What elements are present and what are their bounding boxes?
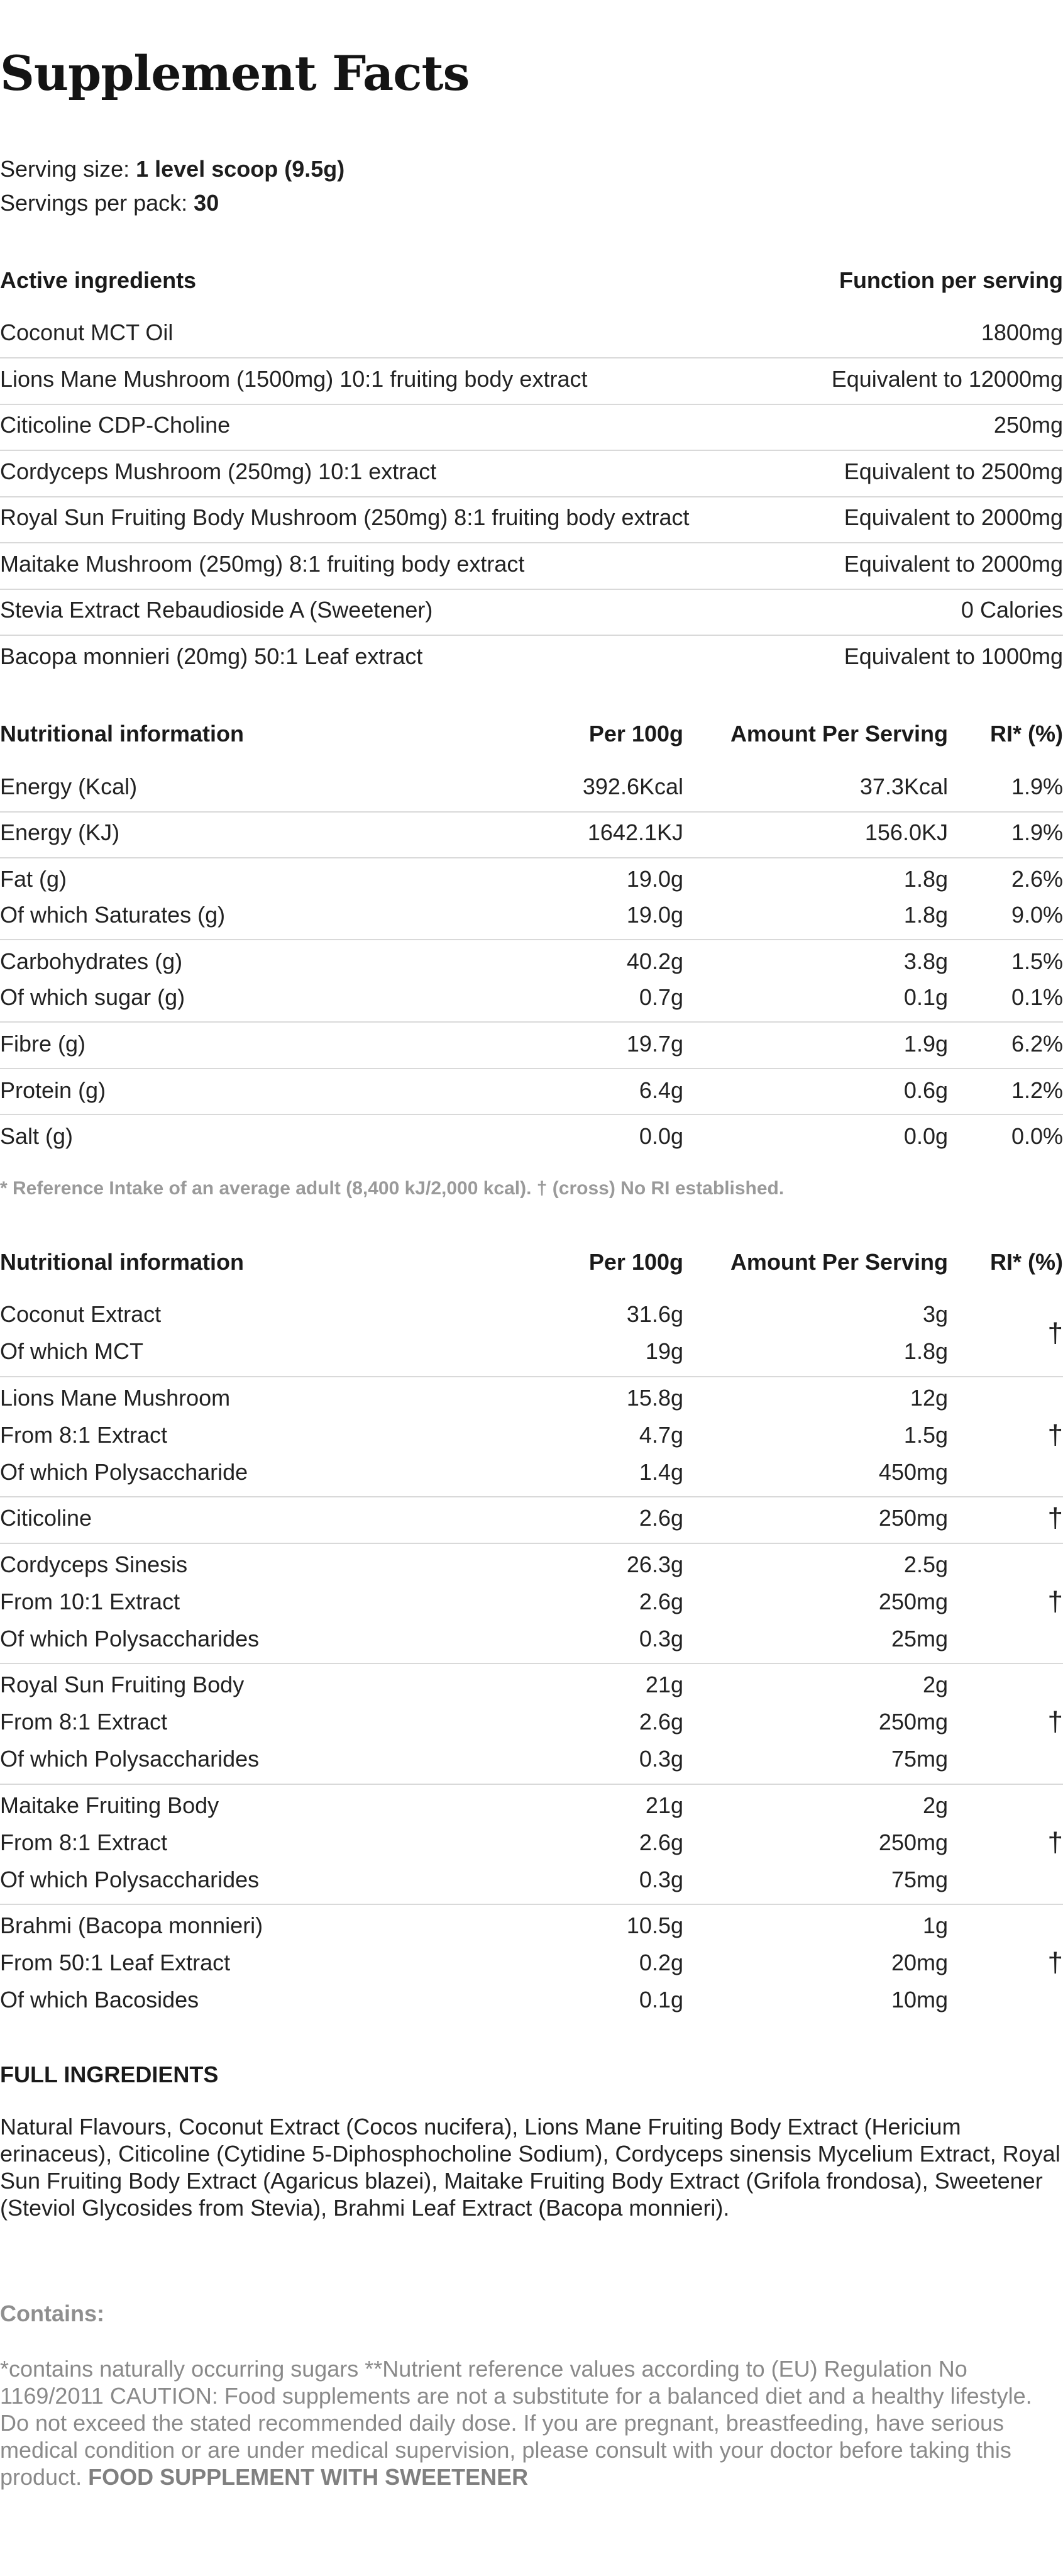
extract-per-100g: 26.3g [626,1551,683,1577]
nutrient-name: Protein (g) [0,1077,106,1103]
nutrient-ri: 2.6% [1011,866,1063,892]
contains-label: Contains: [0,2301,104,2326]
extract-per-serving: 250mg [878,1709,948,1735]
nutrient-per-serving: 1.8g [903,866,948,892]
extract-per-serving: 75mg [891,1746,948,1772]
extract-name: Of which Polysaccharides [0,1866,260,1892]
nutrient-per-serving: 1.8g [903,902,948,928]
extract-per-100g: 2.6g [639,1588,683,1614]
extract-per-serving: 2g [922,1792,948,1818]
extract-per-serving: 1g [922,1913,948,1938]
nutrient-name: Energy (Kcal) [0,774,138,799]
food-supplement-label: FOOD SUPPLEMENT WITH SWEETENER [88,2464,529,2490]
row-divider [0,1114,1063,1115]
group-divider [0,1376,1063,1377]
extract-per-serving: 2.5g [903,1551,948,1577]
extract-per-serving: 2g [922,1672,948,1697]
nutrient-name: Of which sugar (g) [0,984,185,1010]
nutrient-ri: 0.1% [1011,984,1063,1010]
active-ingredient-value: 250mg [993,412,1063,438]
extract-per-100g: 1.4g [639,1458,683,1485]
full-ingredients-title: FULL INGREDIENTS [0,2062,219,2087]
extract-name: From 8:1 Extract [0,1709,168,1735]
extract-per-serving: 450mg [878,1458,948,1485]
extract-per-serving: 3g [922,1301,948,1327]
extract-per-100g: 0.1g [639,1987,683,2012]
nutrient-name: Energy (KJ) [0,819,120,845]
extract-name: Cordyceps Sinesis [0,1551,188,1577]
extract-per-100g: 2.6g [639,1709,683,1735]
extract-name: Of which Polysaccharides [0,1625,260,1652]
extract-name: Citicoline [0,1505,92,1531]
ri-footnote: * Reference Intake of an average adult (8,400 kJ/2,000 kcal). † (cross) No RI established. [0,1178,785,1199]
group-divider [0,1784,1063,1785]
extract-per-serving: 10mg [891,1987,948,2012]
nutrient-name: Of which Saturates (g) [0,902,226,928]
nutrient-name: Fat (g) [0,866,67,892]
nutrient-per-serving: 0.0g [903,1123,948,1149]
group-divider [0,1543,1063,1544]
serving-size [0,156,344,182]
extract-per-100g: 0.3g [639,1866,683,1892]
nutrient-per-serving: 37.3Kcal [859,774,948,799]
active-ingredient-name: Stevia Extract Rebaudioside A (Sweetener) [0,597,433,623]
extract-name: From 8:1 Extract [0,1421,168,1448]
nutrient-ri: 0.0% [1011,1123,1063,1149]
extract-name: From 50:1 Leaf Extract [0,1950,231,1975]
footer-text: *contains naturally occurring sugars **Nutrient reference values according to (EU) Regulation No 1169/2011 CAUTION: Food supplements are not a substitute for a balanced diet and a healthy lifestyle. Do not exceed the stated recommended daily dose. If you are pregnant, breastfeeding, have serious medical condition or are under medical supervision, please consult with your doctor before taking this product. [0,2356,1032,2490]
footer-notes [0,2355,1063,2490]
servings-per-pack [0,190,219,216]
nutrient-per-serving: 0.1g [903,984,948,1010]
row-divider [0,404,1063,405]
nutri1-header-name: Nutritional information [0,721,244,747]
extract-per-100g: 0.3g [639,1746,683,1772]
row-divider [0,1068,1063,1069]
active-ingredient-value: Equivalent to 2000mg [844,550,1063,577]
nutrient-name: Salt (g) [0,1123,74,1149]
row-divider [0,811,1063,813]
nutrient-per-100g: 0.7g [639,984,683,1010]
nutrient-per-serving: 1.9g [903,1031,948,1057]
nutri2-header-serving: Amount Per Serving [730,1249,948,1275]
row-divider [0,635,1063,636]
nutri1-header-per100: Per 100g [588,721,683,747]
no-ri-dagger: † [1047,1317,1063,1348]
no-ri-dagger: † [1047,1706,1063,1737]
extract-per-serving: 25mg [891,1625,948,1652]
active-ingredient-value: Equivalent to 1000mg [844,643,1063,669]
extract-per-100g: 4.7g [639,1421,683,1448]
nutrient-per-100g: 19.0g [626,866,683,892]
nutrient-ri: 6.2% [1011,1031,1063,1057]
servings-per-pack-label: Servings per pack: [0,190,188,216]
extract-per-serving: 12g [910,1384,948,1411]
active-ingredient-value: 0 Calories [961,597,1063,623]
extract-per-serving: 250mg [878,1505,948,1531]
active-ingredient-name: Royal Sun Fruiting Body Mushroom (250mg) 8:1 fruiting body extract [0,504,690,530]
nutrient-per-100g: 1642.1KJ [587,819,683,845]
servings-per-pack-value: 30 [194,190,219,216]
extract-per-serving: 1.8g [903,1338,948,1364]
extract-name: Of which Bacosides [0,1987,199,2012]
nutrient-ri: 1.9% [1011,774,1063,799]
full-ingredients-text: Natural Flavours, Coconut Extract (Cocos nucifera), Lions Mane Fruiting Body Extract (Hericium erinaceus), Citicoline (Cytidine 5-Diphosphocholine Sodium), Cordyceps sinensis Mycelium Extract, Royal Sun Fruiting Body Extract (Agaricus blazei), Maitake Fruiting Body Extract (Grifola frondosa), Sweetener (Steviol Glycosides from Stevia), Brahmi Leaf Extract (Bacopa monnieri). [0,2114,1060,2221]
nutrient-name: Carbohydrates (g) [0,948,183,974]
extract-per-100g: 0.2g [639,1950,683,1975]
active-ingredient-name: Bacopa monnieri (20mg) 50:1 Leaf extract [0,643,423,669]
group-divider [0,1496,1063,1497]
extract-name: Of which Polysaccharide [0,1458,248,1485]
extract-per-100g: 31.6g [626,1301,683,1327]
extract-per-100g: 2.6g [639,1829,683,1855]
active-ingredient-name: Coconut MCT Oil [0,319,173,345]
extract-per-serving: 250mg [878,1829,948,1855]
active-ingredient-value: Equivalent to 12000mg [831,365,1063,392]
nutrient-per-100g: 19.7g [626,1031,683,1057]
group-divider [0,1904,1063,1905]
active-ingredient-name: Maitake Mushroom (250mg) 8:1 fruiting body extract [0,550,525,577]
row-divider [0,939,1063,940]
nutrient-per-100g: 40.2g [626,948,683,974]
nutrient-ri: 1.5% [1011,948,1063,974]
nutrient-name: Fibre (g) [0,1031,86,1057]
nutrient-per-100g: 392.6Kcal [582,774,683,799]
extract-name: Lions Mane Mushroom [0,1384,231,1411]
row-divider [0,857,1063,858]
extract-name: From 8:1 Extract [0,1829,168,1855]
serving-size-value: 1 level scoop (9.5g) [136,156,345,182]
extract-per-serving: 1.5g [903,1421,948,1448]
row-divider [0,542,1063,543]
extract-name: Of which Polysaccharides [0,1746,260,1772]
group-divider [0,1663,1063,1664]
active-ingredient-name: Cordyceps Mushroom (250mg) 10:1 extract [0,458,437,484]
extract-per-serving: 250mg [878,1588,948,1614]
extract-name: From 10:1 Extract [0,1588,180,1614]
extract-per-100g: 19g [645,1338,683,1364]
nutrient-per-serving: 0.6g [903,1077,948,1103]
nutrient-ri: 1.9% [1011,819,1063,845]
active-ingredient-value: Equivalent to 2000mg [844,504,1063,530]
extract-per-serving: 75mg [891,1866,948,1892]
extract-per-100g: 10.5g [626,1913,683,1938]
row-divider [0,589,1063,590]
nutri2-header-ri: RI* (%) [990,1249,1063,1275]
no-ri-dagger: † [1047,1826,1063,1858]
extract-name: Royal Sun Fruiting Body [0,1672,245,1697]
row-divider [0,1021,1063,1023]
nutrient-per-serving: 3.8g [903,948,948,974]
extract-name: Of which MCT [0,1338,144,1364]
nutrient-per-serving: 156.0KJ [864,819,948,845]
nutri1-header-ri: RI* (%) [990,721,1063,747]
active-header-function: Function per serving [839,267,1063,293]
extract-per-100g: 0.3g [639,1625,683,1652]
nutrient-ri: 9.0% [1011,902,1063,928]
nutrient-per-100g: 6.4g [639,1077,683,1103]
nutrient-ri: 1.2% [1011,1077,1063,1103]
extract-per-100g: 21g [645,1672,683,1697]
nutri2-header-name: Nutritional information [0,1249,244,1275]
extract-per-100g: 21g [645,1792,683,1818]
nutri2-header-per100: Per 100g [588,1249,683,1275]
page-title: Supplement Facts [0,45,470,101]
nutrient-per-100g: 0.0g [639,1123,683,1149]
no-ri-dagger: † [1047,1585,1063,1617]
nutrient-per-100g: 19.0g [626,902,683,928]
no-ri-dagger: † [1047,1947,1063,1978]
no-ri-dagger: † [1047,1419,1063,1450]
nutri1-header-serving: Amount Per Serving [730,721,948,747]
extract-per-100g: 2.6g [639,1505,683,1531]
active-header-ingredient: Active ingredients [0,267,197,293]
extract-per-serving: 20mg [891,1950,948,1975]
row-divider [0,450,1063,451]
serving-size-label: Serving size: [0,156,130,182]
row-divider [0,496,1063,497]
active-ingredient-value: 1800mg [981,319,1063,345]
active-ingredient-value: Equivalent to 2500mg [844,458,1063,484]
extract-name: Brahmi (Bacopa monnieri) [0,1913,263,1938]
active-ingredient-name: Citicoline CDP-Choline [0,412,231,438]
no-ri-dagger: † [1047,1502,1063,1533]
extract-name: Maitake Fruiting Body [0,1792,219,1818]
extract-per-100g: 15.8g [626,1384,683,1411]
row-divider [0,357,1063,358]
extract-name: Coconut Extract [0,1301,162,1327]
active-ingredient-name: Lions Mane Mushroom (1500mg) 10:1 fruiting body extract [0,365,588,392]
